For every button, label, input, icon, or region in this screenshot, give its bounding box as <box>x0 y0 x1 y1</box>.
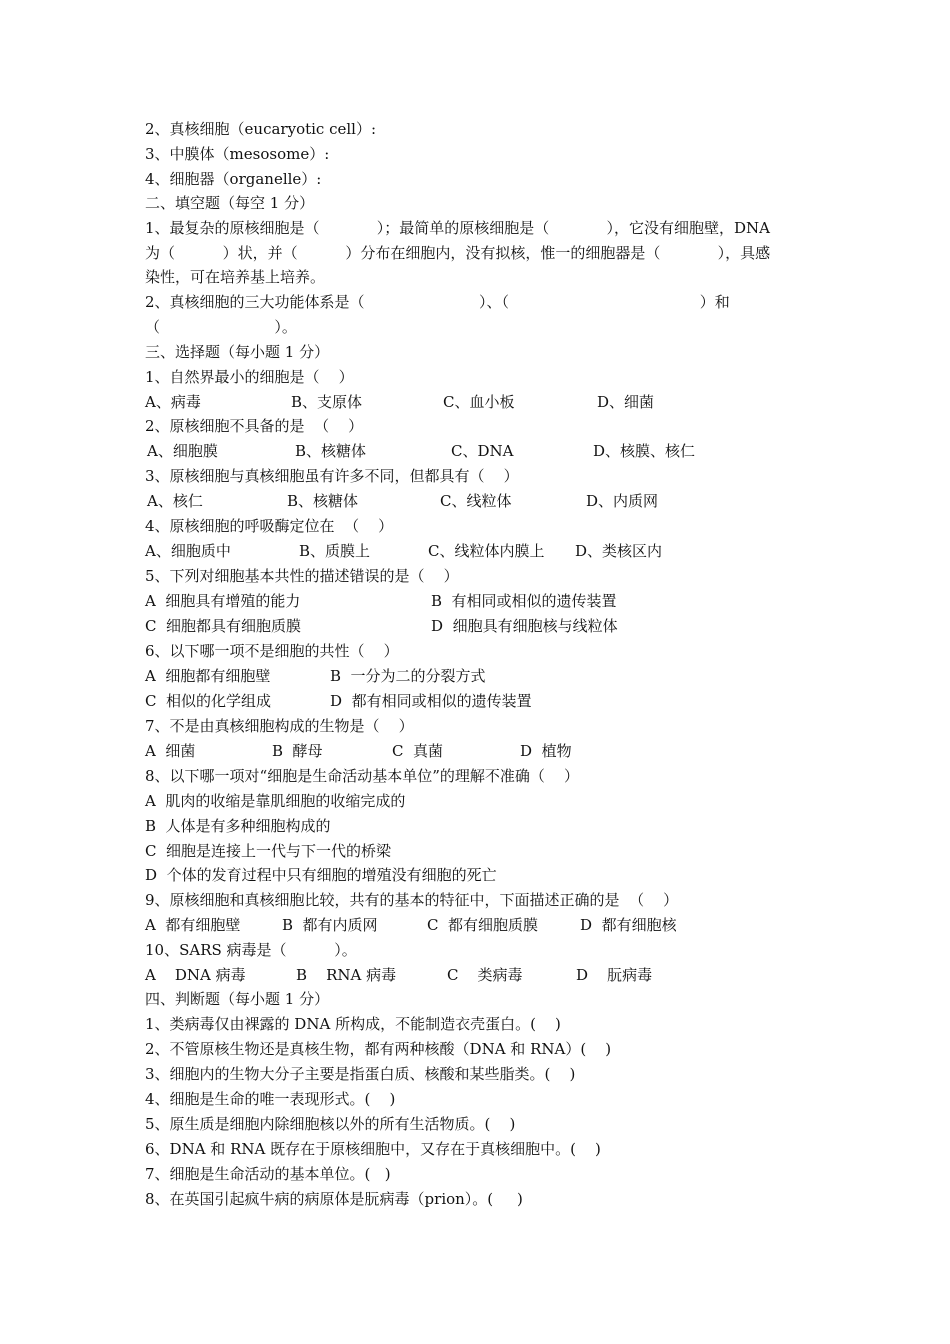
choice-q8-option-a: A 肌肉的收缩是靠肌细胞的收缩完成的 <box>145 792 406 810</box>
choice-q10-option-b: B RNA 病毒 <box>296 966 397 984</box>
definition-mesosome: 3、中膜体（mesosome）: <box>145 145 330 163</box>
choice-q3-option-b: B、核糖体 <box>287 492 359 510</box>
choice-q4-option-c: C、线粒体内膜上 <box>428 542 545 560</box>
choice-q2-option-b: B、核糖体 <box>295 442 367 460</box>
choice-q4-stem: 4、原核细胞的呼吸酶定位在 （ ） <box>145 517 394 535</box>
fill-blank-q2-line2: （ ）。 <box>145 318 297 336</box>
choice-q1-option-d: D、细菌 <box>597 393 655 411</box>
judge-item-6: 6、DNA 和 RNA 既存在于原核细胞中，又存在于真核细胞中。( ) <box>145 1140 601 1158</box>
choice-q7-option-a: A 细菌 <box>145 742 196 760</box>
choice-q9-option-c: C 都有细胞质膜 <box>427 916 539 934</box>
choice-q6-option-b: B 一分为二的分裂方式 <box>330 667 486 685</box>
section-heading-fill-blank: 二、填空题（每空 1 分） <box>145 194 315 212</box>
choice-q1-option-b: B、支原体 <box>291 393 363 411</box>
choice-q1-option-c: C、血小板 <box>443 393 515 411</box>
choice-q2-option-c: C、DNA <box>451 442 514 460</box>
section-heading-judge: 四、判断题（每小题 1 分） <box>145 990 330 1008</box>
choice-q1-option-a: A、病毒 <box>145 393 201 411</box>
judge-item-7: 7、细胞是生命活动的基本单位。( ) <box>145 1165 391 1183</box>
choice-q6-stem: 6、以下哪一项不是细胞的共性（ ） <box>145 642 399 660</box>
choice-q8-option-d: D 个体的发育过程中只有细胞的增殖没有细胞的死亡 <box>145 866 497 884</box>
choice-q8-option-c: C 细胞是连接上一代与下一代的桥梁 <box>145 842 392 860</box>
choice-q9-option-d: D 都有细胞核 <box>580 916 677 934</box>
choice-q4-option-b: B、质膜上 <box>299 542 371 560</box>
choice-q6-option-a: A 细胞都有细胞壁 <box>145 667 271 685</box>
choice-q5-option-a: A 细胞具有增殖的能力 <box>145 592 301 610</box>
section-heading-choice: 三、选择题（每小题 1 分） <box>145 343 330 361</box>
definition-organelle: 4、细胞器（organelle）: <box>145 170 322 188</box>
choice-q5-stem: 5、下列对细胞基本共性的描述错误的是（ ） <box>145 567 459 585</box>
choice-q7-option-d: D 植物 <box>520 742 572 760</box>
choice-q7-stem: 7、不是由真核细胞构成的生物是（ ） <box>145 717 414 735</box>
choice-q3-option-a: A、核仁 <box>147 492 203 510</box>
choice-q10-stem: 10、SARS 病毒是（ ）。 <box>145 941 357 959</box>
fill-blank-q1-line1: 1、最复杂的原核细胞是（ ）；最简单的原核细胞是（ ），它没有细胞壁，DNA <box>145 219 770 237</box>
choice-q9-stem: 9、原核细胞和真核细胞比较，共有的基本的特征中，下面描述正确的是 （ ） <box>145 891 679 909</box>
choice-q4-option-d: D、类核区内 <box>575 542 663 560</box>
judge-item-5: 5、原生质是细胞内除细胞核以外的所有生活物质。( ) <box>145 1115 516 1133</box>
choice-q2-option-a: A、细胞膜 <box>147 442 218 460</box>
choice-q5-option-b: B 有相同或相似的遗传装置 <box>431 592 617 610</box>
choice-q5-option-c: C 细胞都具有细胞质膜 <box>145 617 302 635</box>
judge-item-2: 2、不管原核生物还是真核生物，都有两种核酸（DNA 和 RNA）( ) <box>145 1040 612 1058</box>
choice-q5-option-d: D 细胞具有细胞核与线粒体 <box>431 617 618 635</box>
choice-q3-option-d: D、内质网 <box>586 492 659 510</box>
choice-q9-option-a: A 都有细胞壁 <box>145 916 241 934</box>
fill-blank-q2-line1: 2、真核细胞的三大功能体系是（ ）、（ ）和 <box>145 293 730 311</box>
judge-item-3: 3、细胞内的生物大分子主要是指蛋白质、核酸和某些脂类。( ) <box>145 1065 576 1083</box>
choice-q3-stem: 3、原核细胞与真核细胞虽有许多不同，但都具有（ ） <box>145 467 519 485</box>
choice-q2-option-d: D、核膜、核仁 <box>593 442 696 460</box>
choice-q8-option-b: B 人体是有多种细胞构成的 <box>145 817 331 835</box>
choice-q8-stem: 8、以下哪一项对“细胞是生命活动基本单位”的理解不准确（ ） <box>145 767 579 785</box>
judge-item-1: 1、类病毒仅由裸露的 DNA 所构成，不能制造衣壳蛋白。( ) <box>145 1015 561 1033</box>
choice-q6-option-d: D 都有相同或相似的遗传装置 <box>330 692 532 710</box>
choice-q10-option-c: C 类病毒 <box>447 966 523 984</box>
judge-item-4: 4、细胞是生命的唯一表现形式。( ) <box>145 1090 396 1108</box>
choice-q1-stem: 1、自然界最小的细胞是（ ） <box>145 368 354 386</box>
choice-q10-option-d: D 朊病毒 <box>576 966 653 984</box>
choice-q2-stem: 2、原核细胞不具备的是 （ ） <box>145 417 364 435</box>
choice-q6-option-c: C 相似的化学组成 <box>145 692 272 710</box>
choice-q3-option-c: C、线粒体 <box>440 492 512 510</box>
fill-blank-q1-line2: 为（ ）状，并（ ）分布在细胞内，没有拟核，惟一的细胞器是（ ），具感 <box>145 244 771 262</box>
choice-q9-option-b: B 都有内质网 <box>282 916 378 934</box>
judge-item-8: 8、在英国引起疯牛病的病原体是朊病毒（prion）。( ) <box>145 1190 523 1208</box>
definition-eucaryotic-cell: 2、真核细胞（eucaryotic cell）: <box>145 120 377 138</box>
choice-q4-option-a: A、细胞质中 <box>145 542 231 560</box>
choice-q7-option-c: C 真菌 <box>392 742 444 760</box>
fill-blank-q1-line3: 染性，可在培养基上培养。 <box>145 268 326 286</box>
choice-q10-option-a: A DNA 病毒 <box>145 966 246 984</box>
choice-q7-option-b: B 酵母 <box>272 742 323 760</box>
